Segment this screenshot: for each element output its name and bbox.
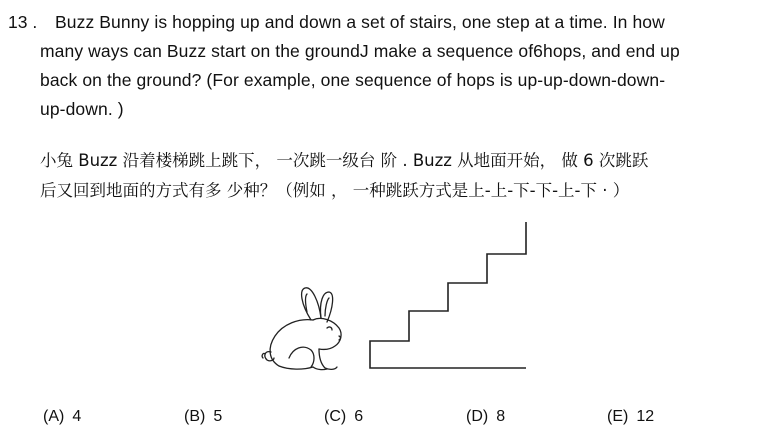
chinese-line-1: 小兔 Buzz 沿着楼梯跳上跳下， 一次跳一级台 阶 . Buzz 从地面开始， 做 6 次跳跃 xyxy=(40,151,649,170)
choice-a[interactable] xyxy=(43,404,81,430)
choice-c-label: (C) xyxy=(324,408,347,425)
english-line-3: back on the ground? (For example, one sequence of hops is up-up-down-down- xyxy=(40,70,666,90)
english-line-1: Buzz Bunny is hopping up and down a set of stairs, one step at a time. In how xyxy=(55,12,665,32)
problem-chinese-text xyxy=(40,146,756,206)
choice-b[interactable] xyxy=(184,404,222,430)
problem-number: 13 . xyxy=(8,12,38,32)
choice-b-value: 5 xyxy=(213,408,223,425)
problem-figure xyxy=(255,212,540,382)
english-line-2: many ways can Buzz start on the groundJ make a sequence of6hops, and end up xyxy=(40,41,680,61)
choice-e[interactable] xyxy=(607,404,654,430)
chinese-line-2: 后又回到地面的方式有多 少种？（例如 ， 一种跳跃方式是上-上-下-下-上-下 · ） xyxy=(40,181,630,200)
answer-choices xyxy=(0,404,764,430)
staircase-drawing xyxy=(370,222,526,368)
choice-d[interactable] xyxy=(466,404,505,430)
stairs-outline xyxy=(370,222,526,368)
choice-e-label: (E) xyxy=(607,408,629,425)
problem-english-text xyxy=(40,8,752,124)
rabbit-drawing xyxy=(262,288,341,370)
choice-a-label: (A) xyxy=(43,408,65,425)
choice-e-value: 12 xyxy=(636,408,655,425)
english-line-4: up-down. ) xyxy=(40,99,124,119)
choice-d-label: (D) xyxy=(466,408,489,425)
choice-b-label: (B) xyxy=(184,408,206,425)
choice-a-value: 4 xyxy=(72,408,82,425)
choice-d-value: 8 xyxy=(496,408,506,425)
choice-c-value: 6 xyxy=(354,408,364,425)
choice-c[interactable] xyxy=(324,404,363,430)
